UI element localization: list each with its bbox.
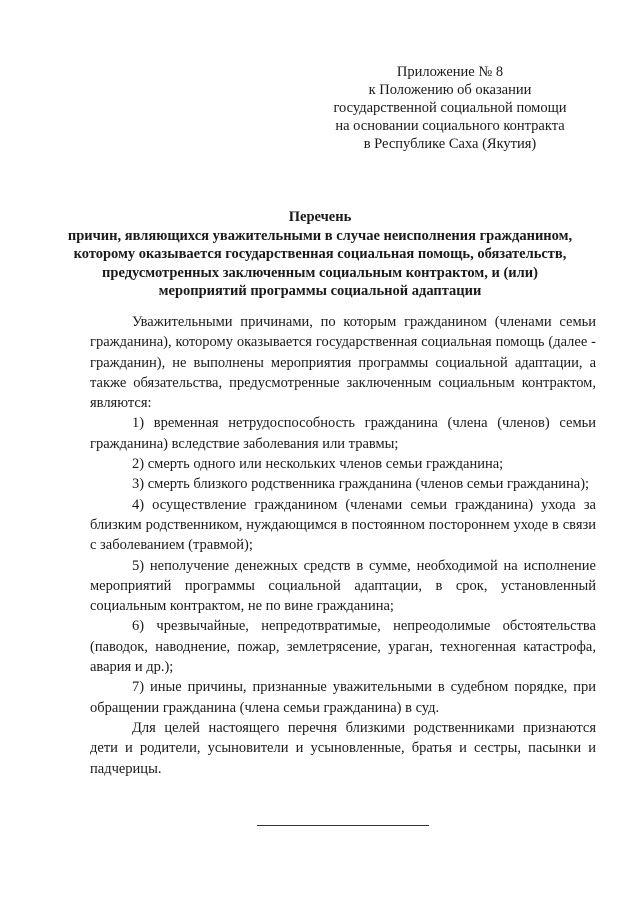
reason-item-3: 3) смерть близкого родственника гражданина (членов семьи гражданина); <box>132 476 590 493</box>
document-body <box>90 312 596 779</box>
reason-item-6: 6) чрезвычайные, непредотвратимые, непреодолимые обстоятельства (паводок, наводнение, пожар, землетрясение, ураган, техногенная катастрофа, авария и др.); <box>90 618 596 676</box>
footer-divider <box>257 825 429 826</box>
reason-item-2: 2) смерть одного или нескольких членов семьи гражданина; <box>132 456 504 473</box>
title-heading: Перечень <box>288 209 352 225</box>
appendix-line: Приложение № 8 <box>396 64 504 80</box>
appendix-block <box>300 63 600 153</box>
closing-paragraph: Для целей настоящего перечня близкими родственниками признаются дети и родители, усыновители и усыновленные, братья и сестры, пасынки и падчерицы. <box>90 719 596 777</box>
reason-item-7: 7) иные причины, признанные уважительными в судебном порядке, при обращении гражданина (члена семьи гражданина) в суд. <box>90 679 596 716</box>
reason-item-4: 4) осуществление гражданином (членами семьи гражданина) ухода за близким родственником, нуждающимся в постоянном постороннем уходе в связи с заболеванием (травмой); <box>90 496 596 554</box>
appendix-line: в Республике Саха (Якутия) <box>363 136 537 152</box>
title-subtitle: причин, являющихся уважительными в случае неисполнения гражданином, которому оказывается государственная социальная помощь, обязательств, предусмотренных заключенным социальным контрактом, и (или) мероприятий программы социальной адаптации <box>67 227 573 300</box>
appendix-line: государственной социальной помощи <box>333 100 567 116</box>
appendix-line: на основании социального контракта <box>335 118 565 134</box>
document-title <box>60 208 580 301</box>
appendix-line: к Положению об оказании <box>368 82 532 98</box>
intro-paragraph: Уважительными причинами, по которым гражданином (членами семьи гражданина), которому оказывается государственная социальная помощь (далее - гражданин), не выполнены мероприятия программы социальной адаптации, а также обязательства, предусмотренные заключенным социальным контрактом, являются: <box>90 314 596 412</box>
reason-item-5: 5) неполучение денежных средств в сумме, необходимой на исполнение мероприятий программы социальной адаптации, в срок, установленный социальным контрактом, не по вине гражданина; <box>90 557 596 615</box>
reason-item-1: 1) временная нетрудоспособность гражданина (члена (членов) семьи гражданина) вследствие заболевания или травмы; <box>90 415 596 452</box>
